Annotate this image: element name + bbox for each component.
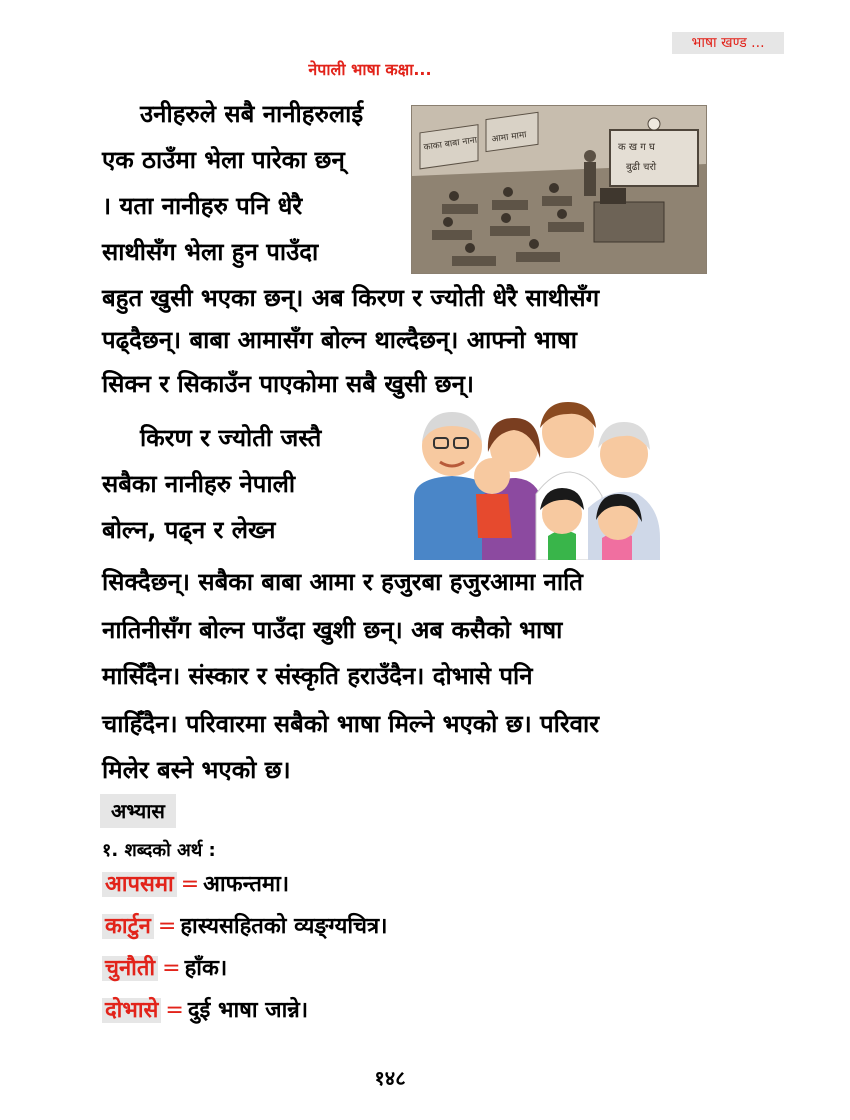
paragraph-line: साथीसँग भेला हुन पाउँदा	[102, 238, 319, 266]
vocab-item	[102, 994, 308, 1028]
vocab-definition: हास्यसहितको व्यङ्ग्यचित्र।	[180, 914, 388, 939]
equals-sign: =	[165, 998, 184, 1023]
page-heading: नेपाली भाषा कक्षा...	[308, 60, 432, 79]
paragraph-line: पढ्दैछन्। बाबा आमासँग बोल्न थाल्दैछन्। आफ्नो भाषा	[102, 326, 577, 354]
paragraph-line: । यता नानीहरु पनि धेरै	[102, 192, 303, 220]
family-illustration	[412, 398, 660, 560]
vocab-item	[102, 868, 289, 902]
classroom-scene	[412, 106, 706, 273]
classroom-illustration	[411, 105, 707, 274]
paragraph-line: उनीहरुले सबै नानीहरुलाई	[140, 100, 364, 128]
paragraph-line: नातिनीसँग बोल्न पाउँदा खुशी छन्। अब कसैको भाषा	[102, 616, 563, 644]
vocab-definition: आफन्तमा।	[203, 872, 290, 897]
paragraph-line: चाहिँदैन। परिवारमा सबैको भाषा मिल्ने भएको छ। परिवार	[102, 710, 600, 738]
vocab-term: चुनौती	[102, 956, 158, 981]
vocab-item	[102, 910, 387, 944]
paragraph-line: सिक्दैछन्। सबैका बाबा आमा र हजुरबा हजुरआमा नाति	[102, 568, 583, 596]
paragraph-line: बहुत खुसी भएका छन्। अब किरण र ज्योती धेरै साथीसँग	[102, 284, 600, 312]
section-tag: भाषा खण्ड ...	[672, 32, 784, 54]
paragraph-line: सबैका नानीहरु नेपाली	[102, 470, 296, 498]
vocab-definition: दुई भाषा जान्ने।	[187, 998, 309, 1023]
paragraph-line: एक ठाउँमा भेला पारेका छन्	[102, 146, 345, 174]
paragraph-line: मासिँदैन। संस्कार र संस्कृति हराउँदैन। दोभासे पनि	[102, 662, 533, 690]
vocab-definition: हाँक।	[184, 956, 228, 981]
family-scene	[412, 398, 660, 560]
exercise-title: अभ्यास	[100, 794, 176, 828]
question-label: १. शब्दको अर्थ :	[102, 840, 216, 861]
paragraph-line: सिक्न र सिकाउँन पाएकोमा सबै खुसी छन्।	[102, 370, 474, 398]
equals-sign: =	[180, 872, 200, 897]
page-number: १४८	[374, 1066, 406, 1090]
board-label: क ख ग घ	[618, 142, 655, 153]
equals-sign: =	[162, 956, 181, 981]
vocab-term: आपसमा	[102, 872, 177, 897]
vocab-item	[102, 952, 227, 986]
equals-sign: =	[157, 914, 177, 939]
chalkboard-label: आमा मामा	[491, 130, 528, 145]
paragraph-line: किरण र ज्योती जस्तै	[140, 424, 322, 452]
chalkboard-label: काका बाबा नाना	[423, 135, 478, 153]
paragraph-line: मिलेर बस्ने भएको छ।	[102, 756, 291, 784]
board-label: बुढी चरो	[626, 162, 657, 173]
paragraph-line: बोल्न, पढ्न र लेख्न	[102, 516, 276, 544]
vocab-term: कार्टुन	[102, 914, 154, 939]
vocab-term: दोभासे	[102, 998, 161, 1023]
